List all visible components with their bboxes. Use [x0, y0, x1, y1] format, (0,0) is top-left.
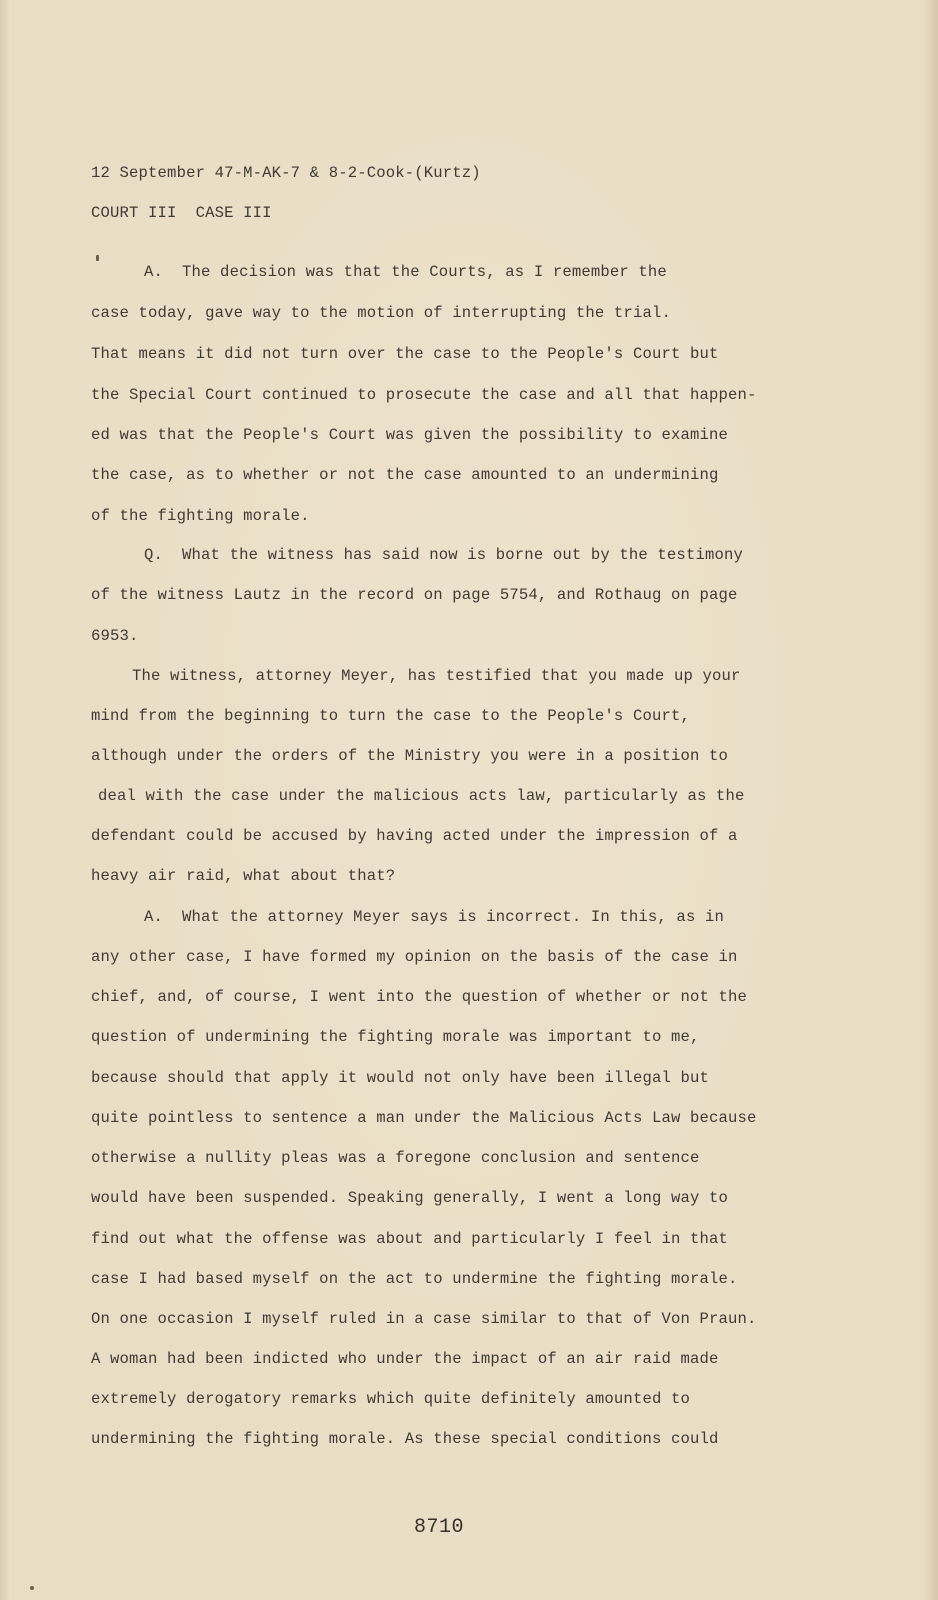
body-line: of the witness Lautz in the record on page 5754, and Rothaug on page: [91, 586, 738, 604]
paper-speck: [30, 1586, 34, 1590]
body-line: would have been suspended. Speaking generally, I went a long way to: [91, 1189, 729, 1207]
body-line: find out what the offense was about and particularly I feel in that: [91, 1230, 729, 1248]
body-line: because should that apply it would not only have been illegal but: [91, 1069, 710, 1087]
header-date-line: 12 September 47-M-AK-7 & 8-2-Cook-(Kurtz): [91, 164, 481, 182]
body-line: chief, and, of course, I went into the question of whether or not the: [91, 988, 748, 1006]
body-line: Q. What the witness has said now is borne out by the testimony: [144, 546, 743, 564]
body-line: The witness, attorney Meyer, has testified that you made up your: [132, 667, 741, 685]
body-line: ed was that the People's Court was given the possibility to examine: [91, 426, 729, 444]
body-line: A woman had been indicted who under the impact of an air raid made: [91, 1350, 719, 1368]
body-line: deal with the case under the malicious acts law, particularly as the: [98, 787, 745, 805]
page-number: 8710: [414, 1516, 465, 1539]
body-line: case I had based myself on the act to undermine the fighting morale.: [91, 1270, 738, 1288]
body-line: although under the orders of the Ministry you were in a position to: [91, 747, 729, 765]
body-line: That means it did not turn over the case to the People's Court but: [91, 345, 719, 363]
body-line: 6953.: [91, 627, 139, 645]
body-line: A. The decision was that the Courts, as I remember the: [144, 263, 667, 281]
body-line: extremely derogatory remarks which quite definitely amounted to: [91, 1390, 690, 1408]
body-line: On one occasion I myself ruled in a case similar to that of Von Praun.: [91, 1310, 757, 1328]
body-line: mind from the beginning to turn the case to the People's Court,: [91, 707, 690, 725]
body-line: the case, as to whether or not the case amounted to an undermining: [91, 466, 719, 484]
body-line: heavy air raid, what about that?: [91, 867, 396, 885]
body-line: undermining the fighting morale. As these special conditions could: [91, 1430, 719, 1448]
header-court-line: COURT III CASE III: [91, 204, 272, 222]
body-line: quite pointless to sentence a man under the Malicious Acts Law because: [91, 1109, 757, 1127]
body-line: A. What the attorney Meyer says is incorrect. In this, as in: [144, 908, 724, 926]
body-line: the Special Court continued to prosecute the case and all that happen-: [91, 386, 757, 404]
body-line: question of undermining the fighting morale was important to me,: [91, 1028, 700, 1046]
paper-speck: [96, 255, 99, 261]
body-line: of the fighting morale.: [91, 507, 310, 525]
body-line: defendant could be accused by having acted under the impression of a: [91, 827, 738, 845]
body-line: any other case, I have formed my opinion on the basis of the case in: [91, 948, 738, 966]
body-line: case today, gave way to the motion of interrupting the trial.: [91, 304, 671, 322]
body-line: otherwise a nullity pleas was a foregone conclusion and sentence: [91, 1149, 700, 1167]
